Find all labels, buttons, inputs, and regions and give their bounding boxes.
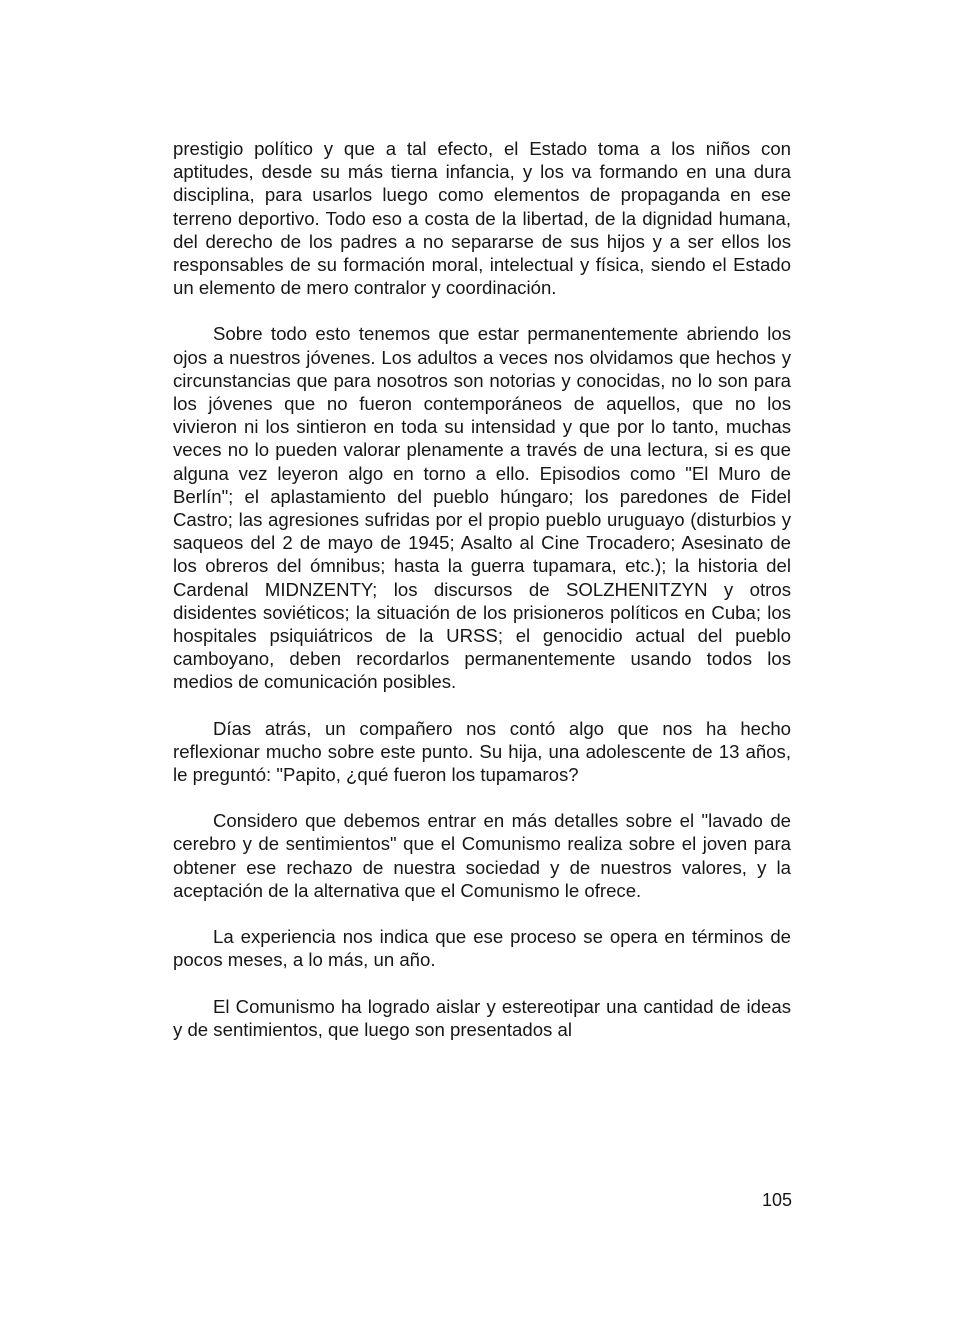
paragraph: Sobre todo esto tenemos que estar permanentemente abriendo los ojos a nuestros jóvenes. Los adultos a veces nos olvidamos que hechos y circunstancias que para nosotros son notorias y conocidas, no lo son para los jóvenes que no fueron contemporáneos de aquellos, que no los vivieron ni los sintieron en toda su intensidad y que por lo tanto, muchas veces no lo pueden valorar plenamente a través de una lectura, si es que alguna vez leyeron algo en torno a ello. Episodios como "El Muro de Berlín"; el aplastamiento del pueblo húngaro; los paredones de Fidel Castro; las agresiones sufridas por el propio pueblo uruguayo (disturbios y saqueos del 2 de mayo de 1945; Asalto al Cine Trocadero; Asesinato de los obreros del ómnibus; hasta la guerra tupamara, etc.); la historia del Cardenal MIDNZENTY; los discursos de SOLZHENITZYN y otros disidentes soviéticos; la situación de los prisioneros políticos en Cuba; los hospitales psiquiátricos de la URSS; el genocidio actual del pueblo camboyano, deben recordarlos permanentemente usando todos los medios de comunicación posibles. [173, 323, 791, 693]
paragraph: prestigio político y que a tal efecto, el Estado toma a los niños con aptitudes, desde su más tierna infancia, y los va formando en una dura disciplina, para usarlos luego como elementos de propaganda en ese terreno deportivo. Todo eso a costa de la libertad, de la dignidad humana, del derecho de los padres a no separarse de sus hijos y a ser ellos los responsables de su formación moral, intelectual y física, siendo el Estado un elemento de mero contralor y coordinación. [173, 138, 791, 299]
paragraph: La experiencia nos indica que ese proceso se opera en términos de pocos meses, a lo más, un año. [173, 926, 791, 971]
page-number: 105 [761, 1190, 792, 1210]
paragraph: Considero que debemos entrar en más detalles sobre el "lavado de cerebro y de sentimientos" que el Comunismo realiza sobre el joven para obtener ese rechazo de nuestra sociedad y de nuestros valores, y la aceptación de la alternativa que el Comunismo le ofrece. [173, 810, 791, 901]
paragraph: Días atrás, un compañero nos contó algo que nos ha hecho reflexionar mucho sobre este punto. Su hija, una adolescente de 13 años, le preguntó: "Papito, ¿qué fueron los tupamaros? [173, 717, 791, 786]
body-text [173, 137, 791, 1064]
paragraph: El Comunismo ha logrado aislar y estereotipar una cantidad de ideas y de sentimientos, que luego son presentados al [173, 995, 791, 1040]
